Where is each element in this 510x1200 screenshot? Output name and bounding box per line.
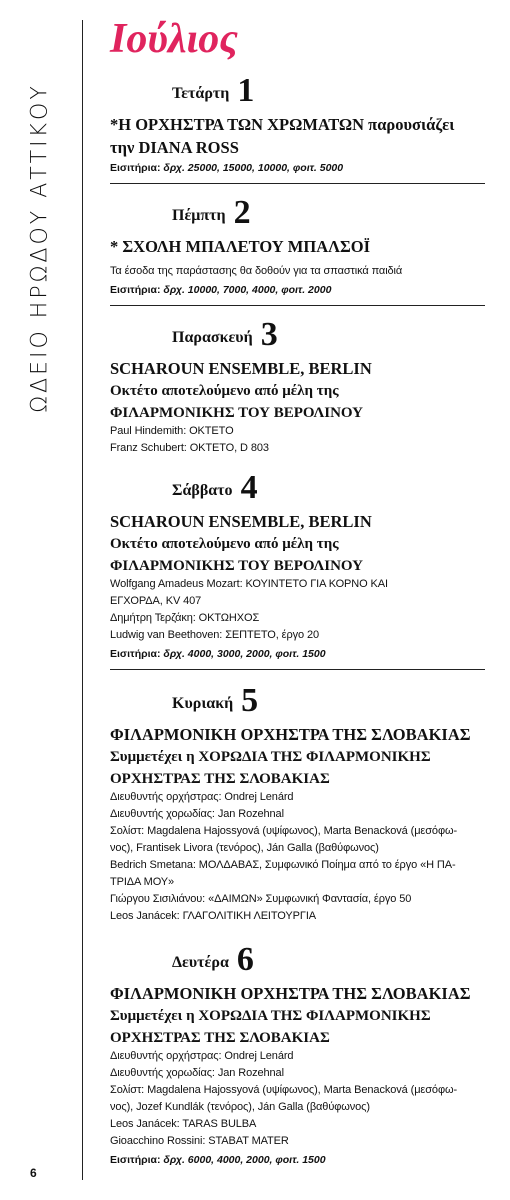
program-line: Σολίστ: Magdalena Hajossyová (υψίφωνος), Marta Benacková (μεσόφω- (110, 825, 458, 837)
ticket-prices (110, 160, 485, 177)
event-subtitle: Οκτέτο αποτελούμενο από μέλη της (110, 536, 339, 552)
program-line: Δημήτρη Τερζάκη: ΟΚΤΩΗΧΟΣ (110, 612, 260, 624)
tickets-value: δρχ. 25000, 15000, 10000, φοιτ. 5000 (163, 162, 344, 174)
month-title: Ιούλιος (110, 16, 238, 62)
day-number: 5 (241, 682, 259, 719)
day-name: Τετάρτη (172, 85, 230, 102)
tickets-label: Εισιτήρια: (110, 284, 161, 296)
program-line: Paul Hindemith: ΟΚΤΕΤΟ (110, 425, 234, 437)
event-headline: SCHAROUN ENSEMBLE, BERLIN (110, 359, 372, 378)
event-headline: SCHAROUN ENSEMBLE, BERLIN (110, 512, 372, 531)
page-number: 6 (30, 1166, 37, 1180)
program-line: Διευθυντής ορχήστρας: Ondrej Lenárd (110, 791, 294, 803)
program-line: Leos Janácek: ΓΛΑΓΟΛΙΤΙΚΗ ΛΕΙΤΟΥΡΓΙΑ (110, 910, 317, 922)
venue-title: ΩΔΕΙΟ ΗΡΩΔΟΥ ΑΤΤΙΚΟΥ (27, 83, 53, 413)
program-line: Leos Janácek: TARAS BULBA (110, 1118, 257, 1130)
event-day-2 (110, 192, 485, 306)
program-line: Διευθυντής χορωδίας: Jan Rozehnal (110, 808, 284, 820)
day-name: Παρασκευή (172, 329, 253, 346)
ticket-prices (110, 1152, 485, 1169)
program-line: Wolfgang Amadeus Mozart: ΚΟΥΙΝΤΕΤΟ ΓΙΑ ΚΟΡΝΟ ΚΑΙ (110, 578, 388, 590)
event-date (110, 314, 485, 356)
program-line: Bedrich Smetana: ΜΟΛΔΑΒΑΣ, Συμφωνικό Ποίημα από το έργο «Η ΠΑ- (110, 859, 456, 871)
event-date (110, 467, 485, 509)
tickets-value: δρχ. 6000, 4000, 2000, φοιτ. 1500 (163, 1154, 326, 1166)
event-day-4 (110, 467, 485, 670)
program-line: νος), Jozef Kundlák (τενόρος), Ján Galla (βαθύφωνος) (110, 1101, 370, 1113)
program-line: Διευθυντής ορχήστρας: Ondrej Lenárd (110, 1050, 294, 1062)
day-name: Κυριακή (172, 695, 234, 712)
event-date (110, 70, 485, 112)
event-day-3 (110, 314, 485, 463)
event-date (110, 680, 485, 722)
sidebar-divider (82, 20, 83, 1180)
event-headline: *Η ΟΡΧΗΣΤΡΑ ΤΩΝ ΧΡΩΜΑΤΩΝ παρουσιάζει (110, 115, 455, 134)
ticket-prices (110, 646, 485, 663)
event-note: Τα έσοδα της παράστασης θα δοθούν για τα σπαστικά παιδιά (110, 265, 403, 277)
event-subtitle: Συμμετέχει η ΧΟΡΩΔΙΑ ΤΗΣ ΦΙΛΑΡΜΟΝΙΚΗΣ (110, 749, 431, 765)
event-day-5 (110, 680, 485, 931)
event-subtitle-2: ΟΡΧΗΣΤΡΑΣ ΤΗΣ ΣΛΟΒΑΚΙΑΣ (110, 771, 330, 787)
program-line: Gioacchino Rossini: STABAT MATER (110, 1135, 289, 1147)
program-line: Franz Schubert: ΟΚΤΕΤΟ, D 803 (110, 442, 269, 454)
day-name: Σάββατο (172, 482, 233, 499)
program-line: ΤΡΙΔΑ ΜΟΥ» (110, 876, 175, 888)
day-number: 4 (240, 469, 258, 506)
ticket-prices (110, 282, 485, 299)
tickets-value: δρχ. 10000, 7000, 4000, φοιτ. 2000 (163, 284, 332, 296)
event-subtitle: Οκτέτο αποτελούμενο από μέλη της (110, 383, 339, 399)
day-number: 3 (260, 316, 278, 353)
event-subtitle: Συμμετέχει η ΧΟΡΩΔΙΑ ΤΗΣ ΦΙΛΑΡΜΟΝΙΚΗΣ (110, 1008, 431, 1024)
program-line: Γιώργου Σισιλιάνου: «ΔΑΙΜΩΝ» Συμφωνική Φαντασία, έργο 50 (110, 893, 412, 905)
program-line: Διευθυντής χορωδίας: Jan Rozehnal (110, 1067, 284, 1079)
program-list (110, 70, 485, 1175)
event-subtitle-2: ΦΙΛΑΡΜΟΝΙΚΗΣ ΤΟΥ ΒΕΡΟΛΙΝΟΥ (110, 405, 364, 421)
tickets-label: Εισιτήρια: (110, 1154, 161, 1166)
event-date (110, 192, 485, 234)
day-name: Δευτέρα (172, 954, 229, 971)
tickets-label: Εισιτήρια: (110, 648, 161, 660)
program-line: νος), Frantisek Livora (τενόρος), Ján Galla (βαθύφωνος) (110, 842, 379, 854)
event-headline: ΦΙΛΑΡΜΟΝΙΚΗ ΟΡΧΗΣΤΡΑ ΤΗΣ ΣΛΟΒΑΚΙΑΣ (110, 725, 471, 744)
event-day-1 (110, 70, 485, 184)
day-number: 1 (237, 72, 255, 109)
event-day-6 (110, 939, 485, 1175)
event-headline: * ΣΧΟΛΗ ΜΠΑΛΕΤΟΥ ΜΠΑΛΣΟΪ (110, 237, 370, 256)
event-subtitle-2: ΦΙΛΑΡΜΟΝΙΚΗΣ ΤΟΥ ΒΕΡΟΛΙΝΟΥ (110, 558, 364, 574)
event-date (110, 939, 485, 981)
day-number: 6 (236, 941, 254, 978)
event-headline: ΦΙΛΑΡΜΟΝΙΚΗ ΟΡΧΗΣΤΡΑ ΤΗΣ ΣΛΟΒΑΚΙΑΣ (110, 984, 471, 1003)
day-number: 2 (233, 194, 251, 231)
program-line: Σολίστ: Magdalena Hajossyová (υψίφωνος), Marta Benacková (μεσόφω- (110, 1084, 458, 1096)
event-subtitle-2: ΟΡΧΗΣΤΡΑΣ ΤΗΣ ΣΛΟΒΑΚΙΑΣ (110, 1030, 330, 1046)
tickets-value: δρχ. 4000, 3000, 2000, φοιτ. 1500 (163, 648, 326, 660)
day-name: Πέμπτη (172, 207, 226, 224)
program-line: Ludwig van Beethoven: ΣΕΠΤΕΤΟ, έργο 20 (110, 629, 320, 641)
venue-sidebar (0, 0, 82, 1200)
tickets-label: Εισιτήρια: (110, 162, 161, 174)
event-headline-2: την DIANA ROSS (110, 138, 239, 157)
program-line: ΕΓΧΟΡΔΑ, KV 407 (110, 595, 202, 607)
